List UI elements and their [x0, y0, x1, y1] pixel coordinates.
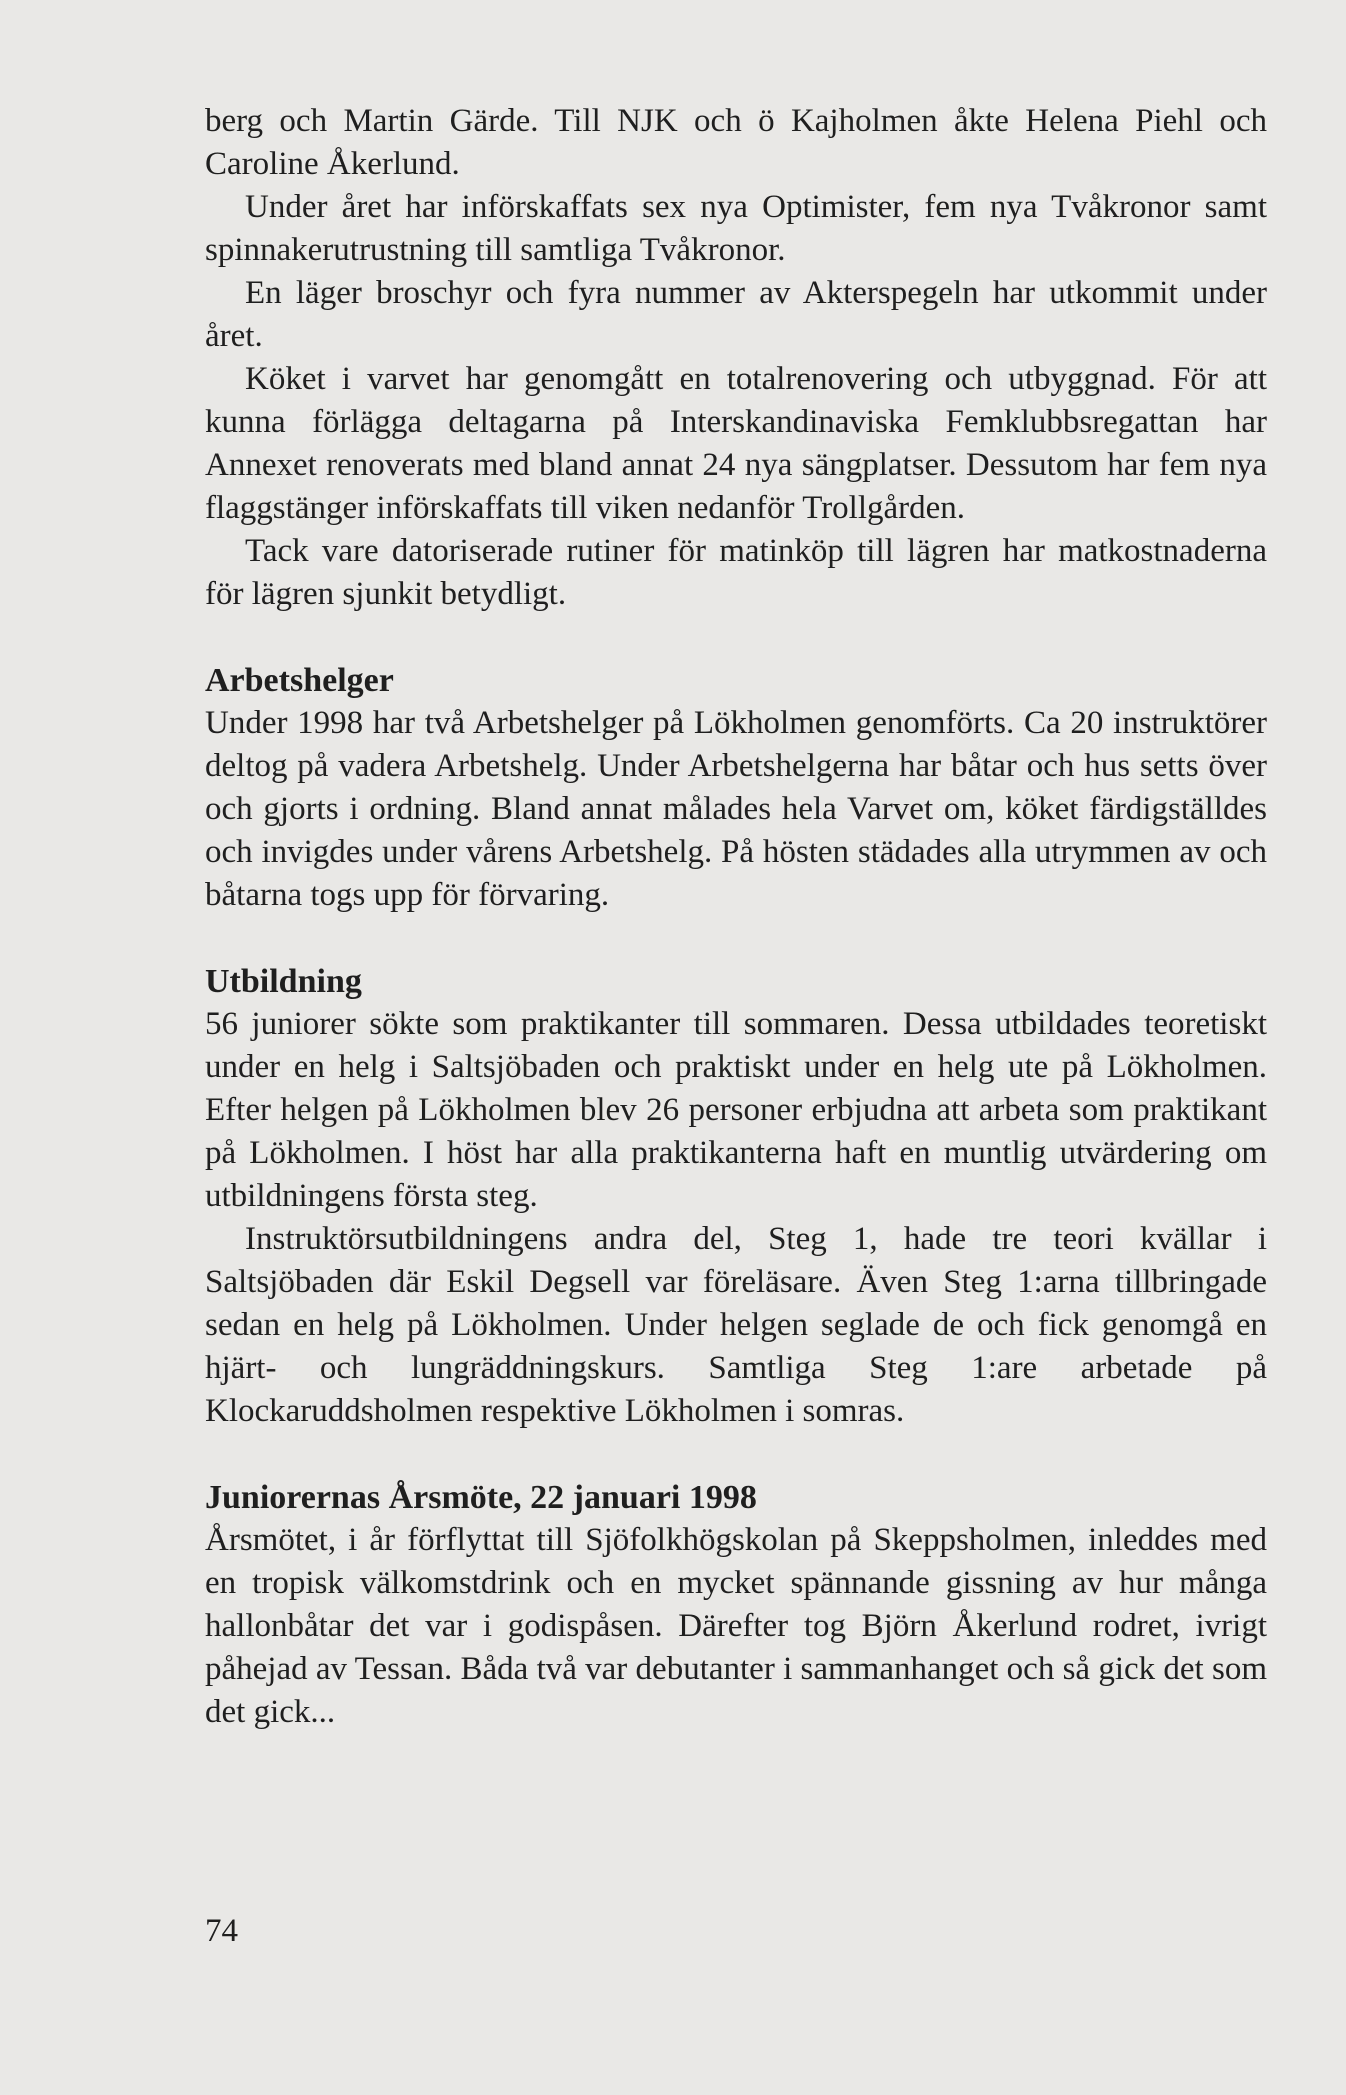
intro-paragraph-2: Under året har införskaffats sex nya Optimister, fem nya Tvåkronor samt spinnakerutrustning till samtliga Tvåkronor. — [205, 189, 1267, 268]
utbildning-paragraph-2: Instruktörsutbildningens andra del, Steg 1, hade tre teori kvällar i Saltsjöbaden där Eskil Degsell var föreläsare. Även Steg 1:arna tillbringade sedan en helg på Lökholmen. Under helgen seglade de och fick genomgå en hjärt- och lungräddningskurs. Samtliga Steg 1:are arbetade på Klockaruddsholmen respektive Lökholmen i somras. — [205, 1221, 1267, 1429]
intro-paragraph-5: Tack vare datoriserade rutiner för matinköp till lägren har matkostnaderna för lägren sjunkit betydligt. — [205, 533, 1267, 612]
section-gap — [205, 917, 1267, 960]
section-heading-arbetshelger: Arbetshelger — [205, 662, 394, 699]
intro-paragraph-1: berg och Martin Gärde. Till NJK och ö Kajholmen åkte Helena Piehl och Caroline Åkerlund. — [205, 103, 1267, 182]
intro-paragraph-3: En läger broschyr och fyra nummer av Akterspegeln har utkommit under året. — [205, 275, 1267, 354]
section-gap — [205, 1433, 1267, 1476]
arbetshelger-paragraph-1: Under 1998 har två Arbetshelger på Lökholmen genomförts. Ca 20 instruktörer deltog på vadera Arbetshelg. Under Arbetshelgerna har båtar och hus setts över och gjorts i ordning. Bland annat målades hela Varvet om, köket färdigställdes och invigdes under vårens Arbetshelg. På hösten städades alla utrymmen av och båtarna togs upp för förvaring. — [205, 705, 1267, 913]
page-number: 74 — [205, 1913, 238, 1949]
section-heading-arsmote: Juniorernas Årsmöte, 22 januari 1998 — [205, 1479, 757, 1516]
intro-paragraph-4: Köket i varvet har genomgått en totalrenovering och utbyggnad. För att kunna förlägga deltagarna på Interskandinaviska Femklubbsregattan har Annexet renoverats med bland annat 24 nya sängplatser. Dessutom har fem nya flaggstänger införskaffats till viken nedanför Trollgården. — [205, 361, 1267, 526]
text-column — [205, 100, 1267, 1734]
section-heading-utbildning: Utbildning — [205, 963, 362, 1000]
section-gap — [205, 616, 1267, 659]
arsmote-paragraph-1: Årsmötet, i år förflyttat till Sjöfolkhögskolan på Skeppsholmen, inleddes med en tropisk välkomstdrink och en mycket spännande gissning av hur många hallonbåtar det var i godispåsen. Därefter tog Björn Åkerlund rodret, ivrigt påhejad av Tessan. Båda två var debutanter i sammanhanget och så gick det som det gick... — [205, 1522, 1267, 1730]
utbildning-paragraph-1: 56 juniorer sökte som praktikanter till sommaren. Dessa utbildades teoretiskt under en helg i Saltsjöbaden och praktiskt under en helg ute på Lökholmen. Efter helgen på Lökholmen blev 26 personer erbjudna att arbeta som praktikant på Lökholmen. I höst har alla praktikanterna haft en muntlig utvärdering om utbildningens första steg. — [205, 1006, 1267, 1214]
